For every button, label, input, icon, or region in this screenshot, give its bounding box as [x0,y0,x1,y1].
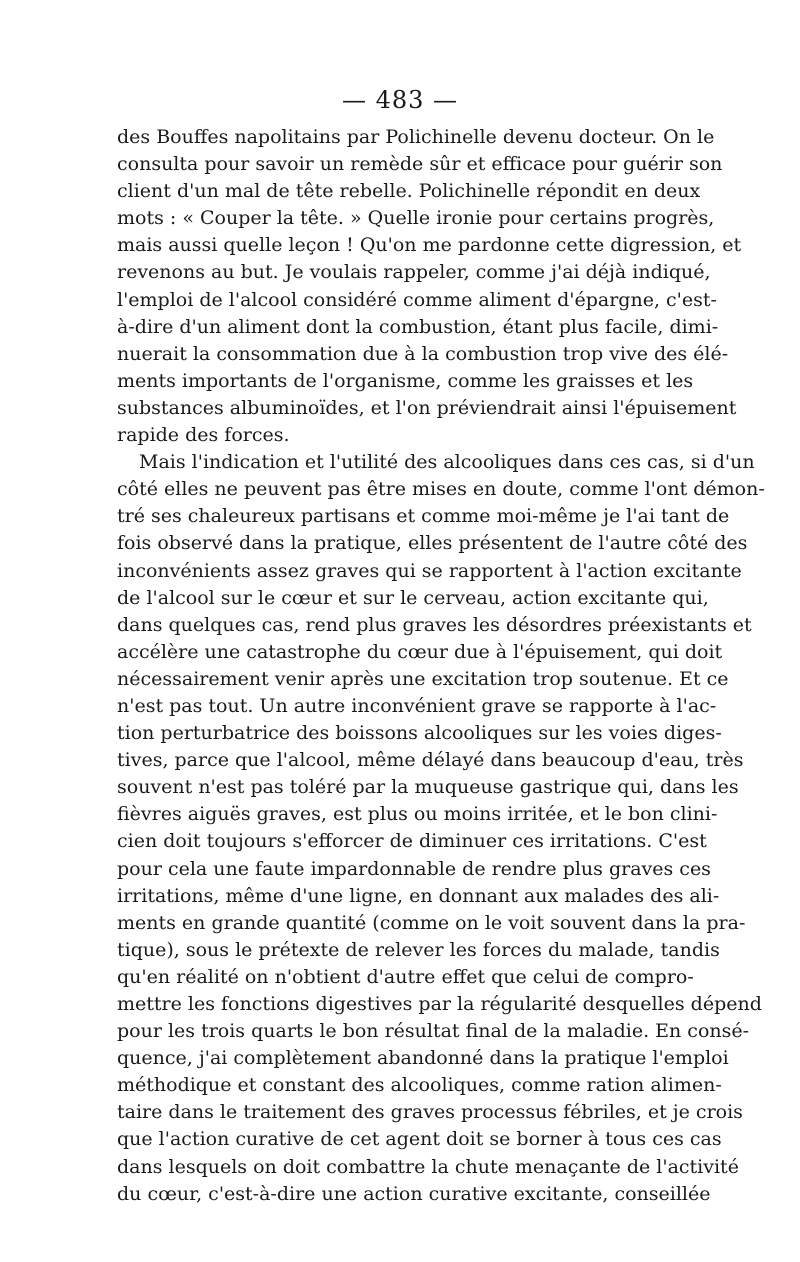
text-line: quence, j'ai complètement abandonné dans la pratique l'emploi [117,1047,729,1070]
text-line: qu'en réalité on n'obtient d'autre effet que celui de compro- [117,965,694,988]
text-line: irritations, même d'une ligne, en donnant aux malades des ali- [117,884,720,907]
text-line: revenons au but. Je voulais rappeler, comme j'ai déjà indiqué, [117,261,711,284]
text-line: ments importants de l'organisme, comme les graisses et les [117,369,694,392]
text-line: l'emploi de l'alcool considéré comme aliment d'épargne, c'est- [117,288,717,311]
text-line: taire dans le traitement des graves processus fébriles, et je crois [117,1101,743,1124]
text-line: tives, parce que l'alcool, même délayé dans beaucoup d'eau, très [117,749,744,772]
text-line: souvent n'est pas toléré par la muqueuse gastrique qui, dans les [117,776,739,799]
text-line: inconvénients assez graves qui se rapportent à l'action excitante [117,559,742,582]
text-line: tion perturbatrice des boissons alcooliques sur les voies diges- [117,722,722,745]
text-line: tré ses chaleureux partisans et comme moi-même je l'ai tant de [117,505,730,528]
text-line: que l'action curative de cet agent doit se borner à tous ces cas [117,1128,722,1151]
text-line: du cœur, c'est-à-dire une action curative excitante, conseillée [117,1182,711,1205]
text-line: client d'un mal de tête rebelle. Polichinelle répondit en deux [117,180,701,203]
text-line: mots : « Couper la tête. » Quelle ironie pour certains progrès, [117,207,715,230]
text-line: ments en grande quantité (comme on le voit souvent dans la pra- [117,911,746,934]
text-line: dans lesquels on doit combattre la chute menaçante de l'activité [117,1155,739,1178]
text-line: tique), sous le prétexte de relever les forces du malade, tandis [117,938,720,961]
text-line: de l'alcool sur le cœur et sur le cerveau, action excitante qui, [117,586,709,609]
text-line: Mais l'indication et l'utilité des alcooliques dans ces cas, si d'un [139,451,755,474]
text-line: nuerait la consommation due à la combustion trop vive des élé- [117,342,729,365]
text-line: cien doit toujours s'efforcer de diminuer ces irritations. C'est [117,830,707,853]
text-line: accélère une catastrophe du cœur due à l'épuisement, qui doit [117,640,723,663]
text-line: mettre les fonctions digestives par la régularité desquelles dépend [117,993,762,1015]
text-line: n'est pas tout. Un autre inconvénient grave se rapporte à l'ac- [117,694,717,717]
text-line: côté elles ne peuvent pas être mises en doute, comme l'ont démon- [117,478,765,501]
text-line: pour les trois quarts le bon résultat final de la maladie. En consé- [117,1020,750,1043]
text-line: des Bouffes napolitains par Polichinelle devenu docteur. On le [117,126,715,148]
text-line: fièvres aiguës graves, est plus ou moins irritée, et le bon clini- [117,803,718,826]
text-line: à-dire d'un aliment dont la combustion, étant plus facile, dimi- [117,315,719,338]
text-line: pour cela une faute impardonnable de rendre plus graves ces [117,857,711,880]
text-line: méthodique et constant des alcooliques, comme ration alimen- [117,1074,722,1097]
text-line: mais aussi quelle leçon ! Qu'on me pardonne cette digression, et [117,234,742,257]
text-line: dans quelques cas, rend plus graves les désordres préexistants et [117,613,752,636]
text-line: rapide des forces. [117,424,290,447]
text-line: fois observé dans la pratique, elles présentent de l'autre côté des [117,532,748,555]
body-text [117,124,765,1208]
page-number: — 483 — [341,86,459,114]
text-line: nécessairement venir après une excitation trop soutenue. Et ce [117,667,729,690]
text-line: substances albuminoïdes, et l'on préviendrait ainsi l'épuisement [117,396,737,419]
text-line: consulta pour savoir un remède sûr et efficace pour guérir son [117,153,723,176]
